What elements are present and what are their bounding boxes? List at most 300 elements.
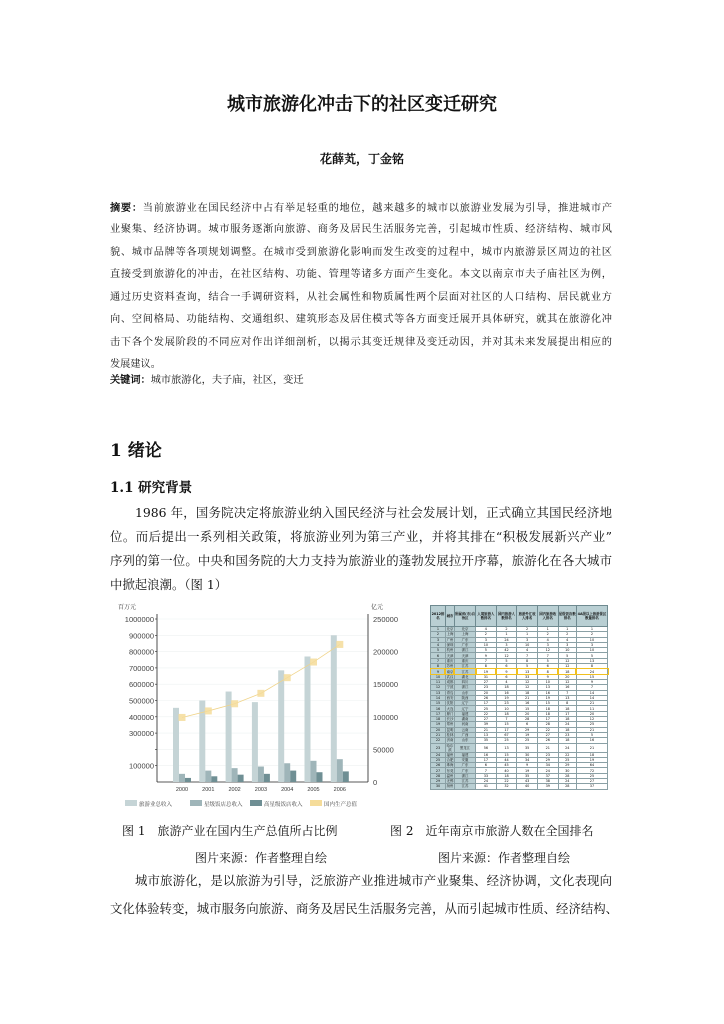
right-tick-label: 50000 [373, 745, 394, 755]
gdp-point [284, 674, 291, 681]
table-cell: 20 [576, 711, 607, 716]
abstract-label: 摘要： [110, 202, 143, 214]
table-header-cell: 2012排名 [431, 606, 446, 627]
table-cell: 5 [476, 648, 497, 653]
table-cell: 26 [537, 738, 558, 743]
table-cell: 4 [431, 642, 446, 647]
table-cell: 24 [576, 669, 607, 674]
table-cell: 9 [496, 669, 517, 674]
bar-星级饭店总收入 [232, 768, 238, 782]
table-cell: 14 [576, 695, 607, 700]
table-cell: 3 [558, 642, 576, 647]
table-cell: 21 [476, 727, 497, 732]
table-cell: 45 [496, 763, 517, 768]
left-tick-label: 600000 [128, 680, 154, 690]
table-cell: 陕西 [454, 695, 475, 700]
figure2-ranking-table [430, 605, 608, 790]
table-cell: 18 [496, 773, 517, 778]
right-tick-label: 100000 [373, 712, 399, 722]
table-cell: 辽宁 [454, 706, 475, 711]
table-cell: 40 [517, 784, 538, 789]
table-cell: 济南 [446, 738, 454, 743]
table-cell: 3 [537, 642, 558, 647]
table-cell: 13 [517, 669, 538, 674]
table-cell: 40 [496, 768, 517, 773]
table-cell: 3 [476, 637, 497, 642]
table-cell: 38 [537, 779, 558, 784]
right-tick-label: 250000 [373, 615, 399, 624]
table-cell: 12 [558, 658, 576, 663]
table-cell: 5 [517, 664, 538, 669]
legend-label: 国内生产总值 [324, 802, 358, 808]
table-cell: 12 [517, 685, 538, 690]
table-cell: 19 [476, 669, 497, 674]
table-cell: 12 [558, 664, 576, 669]
table-cell: 江苏 [454, 664, 475, 669]
table-header-cell: 国内旅游人数排名 [496, 606, 517, 627]
x-tick-label: 2001 [202, 787, 215, 793]
table-cell: 42 [496, 648, 517, 653]
table-cell: 37 [576, 784, 607, 789]
table-cell: 23 [431, 743, 446, 752]
table-cell: 24 [496, 637, 517, 642]
table-cell: 16 [537, 690, 558, 695]
table-cell: 苏州 [446, 664, 454, 669]
table-cell: 18 [496, 685, 517, 690]
figure2-source: 图片来源：作者整理自绘 [438, 851, 571, 865]
table-cell: 39 [476, 722, 497, 727]
table-cell: 2 [476, 632, 497, 637]
table-cell: 8 [576, 664, 607, 669]
abstract-line: 通过历史资料查询，结合一手调研资料，从社会属性和物质属性两个层面对社区的人口结构、居民就业方 [110, 292, 612, 303]
table-cell: 福建 [454, 711, 475, 716]
table-cell: 8 [558, 701, 576, 706]
legend-label: 星级饭店总收入 [204, 802, 243, 808]
table-cell: 18 [537, 706, 558, 711]
table-cell: 广东 [454, 637, 475, 642]
table-cell: 27 [537, 732, 558, 737]
x-tick-label: 2005 [307, 787, 320, 793]
table-cell: 福州 [446, 752, 454, 757]
table-cell: 15 [496, 752, 517, 757]
table-cell: 郑州 [446, 722, 454, 727]
table-cell: 13 [431, 690, 446, 695]
table-cell: 珠海 [446, 763, 454, 768]
table-cell: 41 [476, 784, 497, 789]
keywords-label: 关键词： [110, 374, 151, 386]
table-header-cell: 4A级以上旅游景区数量排名 [576, 606, 607, 627]
table-cell: 19 [576, 757, 607, 762]
table-cell: 26 [431, 763, 446, 768]
bar-星级饭店总收入 [179, 774, 185, 782]
table-cell: 15 [517, 706, 538, 711]
table-cell: 5 [537, 658, 558, 663]
table-cell: 21 [517, 695, 538, 700]
table-cell: 杭州 [446, 648, 454, 653]
body-line: 城市旅游化，是以旅游为引导，泛旅游产业推进城市产业聚集、经济协调，文化表现向 [135, 873, 612, 888]
table-cell: 5 [576, 653, 607, 658]
table-cell: 22 [537, 727, 558, 732]
table-cell: 27 [476, 679, 497, 684]
body-line: 位。而后提出一系列相关政策，将旅游业列为第三产业，并将其排在“积极发展新兴产业” [110, 529, 612, 544]
table-cell: 17 [558, 711, 576, 716]
table-header-cell: 星级饭店数排名 [558, 606, 576, 627]
table-cell: 18 [517, 690, 538, 695]
table-cell: 17 [496, 727, 517, 732]
table-cell: 4 [496, 679, 517, 684]
bar-星级饭店总收入 [258, 767, 264, 782]
table-cell: 21 [576, 743, 607, 752]
legend-swatch [125, 800, 137, 806]
table-header-cell: 入境旅游人数排名 [476, 606, 497, 627]
table-cell: 广东 [454, 642, 475, 647]
table-cell: 29 [558, 763, 576, 768]
table-cell: 12 [576, 717, 607, 722]
table-cell: 15 [537, 701, 558, 706]
table-cell: 19 [517, 768, 538, 773]
table-cell: 21 [576, 727, 607, 732]
table-cell: 26 [476, 695, 497, 700]
abstract-line: 向、空间格局、功能结构、交通组织、建筑形态及居住模式等各方面变迁展开具体研究，就其在旅游化冲 [110, 314, 612, 325]
table-cell: 10 [576, 637, 607, 642]
table-cell: 17 [476, 757, 497, 762]
left-tick-label: 800000 [128, 647, 154, 657]
table-cell: 11 [576, 706, 607, 711]
table-cell: 4 [537, 637, 558, 642]
body-line: 1986 年，国务院决定将旅游业纳入国民经济与社会发展计划，正式确立其国民经济地 [135, 505, 612, 520]
body-line: 文化体验转变，城市服务向旅游、商务及居民生活服务完善，从而引起城市性质、经济结构、 [110, 901, 619, 916]
table-cell: 18 [558, 738, 576, 743]
abstract-line: 直接受到旅游化的冲击，在社区结构、功能、管理等诸多方面产生变化。本文以南京市夫子庙社区为例， [110, 269, 612, 280]
table-cell: 16 [496, 690, 517, 695]
table-cell: 19 [496, 695, 517, 700]
table-cell: 12 [496, 653, 517, 658]
table-cell: 6 [537, 664, 558, 669]
figure1-chart [110, 595, 410, 820]
table-cell: 广西 [454, 732, 475, 737]
table-cell: 56 [476, 743, 497, 752]
table-cell: 22 [496, 779, 517, 784]
table-cell: 24 [431, 752, 446, 757]
table-cell: 20 [476, 690, 497, 695]
left-tick-label: 100000 [128, 761, 154, 771]
table-cell: 6 [496, 664, 517, 669]
table-cell: 15 [431, 701, 446, 706]
table-cell: 5 [496, 658, 517, 663]
table-cell: 浙江 [454, 773, 475, 778]
table-cell: 天津 [446, 653, 454, 658]
table-cell: 成都 [446, 680, 454, 685]
table-cell: 28 [537, 722, 558, 727]
table-cell: 10 [431, 674, 446, 679]
table-cell: 25 [476, 706, 497, 711]
table-cell: 10 [576, 648, 607, 653]
table-cell: 25 [496, 738, 517, 743]
table-cell: 30 [517, 752, 538, 757]
abstract-line: 业聚集、经济协调。城市服务逐渐向旅游、商务及居民生活服务完善，引起城市性质、经济结构、城市风 [110, 224, 612, 235]
table-cell: 3 [496, 642, 517, 647]
gdp-point [179, 714, 186, 721]
table-cell: 22 [431, 738, 446, 743]
table-cell: 3 [431, 637, 446, 642]
legend-label: 旅游业总收入 [139, 802, 173, 808]
table-cell: 43 [517, 779, 538, 784]
bar-旅游业总收入 [173, 708, 179, 782]
table-cell: 8 [476, 664, 497, 669]
table-cell: 20 [517, 711, 538, 716]
bar-高星级饭店收入 [317, 772, 323, 782]
table-cell: 青岛 [446, 690, 454, 695]
bar-旅游业总收入 [331, 635, 337, 782]
table-cell: 福建 [454, 752, 475, 757]
table-cell: 18 [431, 717, 446, 722]
gdp-line [182, 644, 340, 717]
gdp-point [336, 641, 343, 648]
table-cell: 厦门 [446, 711, 454, 716]
table-cell: 16 [558, 685, 576, 690]
table-cell: 17 [431, 711, 446, 716]
bar-星级饭店总收入 [284, 763, 290, 782]
table-cell: 12 [537, 648, 558, 653]
table-cell: 2 [558, 632, 576, 637]
table-cell: 1 [496, 632, 517, 637]
table-row [431, 784, 608, 789]
bar-星级饭店总收入 [205, 771, 211, 782]
table-cell: 重庆 [446, 658, 454, 663]
table-cell: 10 [496, 706, 517, 711]
table-cell: 18 [558, 717, 576, 722]
right-axis-unit: 亿元 [371, 605, 384, 611]
table-cell: 34 [537, 763, 558, 768]
figure2-caption: 图 2 近年南京市旅游人数在全国排名 [390, 824, 594, 838]
table-cell: 江苏 [454, 779, 475, 784]
table-cell: 28 [431, 773, 446, 778]
left-axis-unit: 百万元 [118, 605, 137, 611]
table-cell: 1 [558, 627, 576, 632]
table-cell: 15 [496, 722, 517, 727]
table-cell: 7 [517, 653, 538, 658]
table-cell: 桂林 [446, 733, 454, 738]
table-cell: 四川 [454, 679, 475, 684]
table-cell: 安徽 [454, 757, 475, 762]
legend-swatch [310, 800, 322, 806]
table-cell: 昆明 [446, 727, 454, 732]
table-cell: 34 [517, 757, 538, 762]
table-cell: 2 [576, 632, 607, 637]
table-cell: 39 [537, 784, 558, 789]
table-cell: 25 [558, 757, 576, 762]
table-cell: 山东 [454, 738, 475, 743]
bar-高星级饭店收入 [238, 775, 244, 782]
table-cell: 北京 [454, 627, 475, 632]
table-cell: 宁波 [446, 685, 454, 690]
table-cell: 5 [558, 653, 576, 658]
table-cell: 67 [496, 732, 517, 737]
table-cell: 22 [476, 711, 497, 716]
left-tick-label: 1000000 [124, 615, 154, 624]
bar-旅游业总收入 [252, 702, 258, 782]
table-cell: 21 [576, 701, 607, 706]
table-cell: 10 [476, 642, 497, 647]
table-cell: 32 [496, 784, 517, 789]
legend-swatch [190, 800, 202, 806]
table-cell: 江苏 [454, 784, 475, 789]
left-tick-label: 300000 [128, 729, 154, 739]
table-cell: 7 [537, 653, 558, 658]
table-cell: 9 [476, 653, 497, 658]
table-cell: 7 [576, 685, 607, 690]
left-tick-label: 400000 [128, 712, 154, 722]
legend-label: 高星级饭店收入 [264, 802, 303, 808]
table-cell: 沈阳 [446, 701, 454, 706]
table-cell: 2 [496, 627, 517, 632]
table-cell: 上海 [446, 632, 454, 637]
table-cell: 7 [476, 658, 497, 663]
table-cell: 2 [431, 632, 446, 637]
table-cell: 7 [476, 768, 497, 773]
table-cell: 35 [476, 738, 497, 743]
table-cell: 黑龙江 [454, 743, 475, 752]
abstract-line: 发展建议。 [110, 359, 161, 370]
table-cell: 1 [576, 627, 607, 632]
table-cell: 浙江 [454, 685, 475, 690]
bar-高星级饭店收入 [211, 776, 217, 782]
right-tick-label: 0 [373, 778, 378, 787]
table-cell: 18 [558, 706, 576, 711]
table-cell: 13 [476, 732, 497, 737]
table-cell: 西安 [446, 696, 454, 700]
table-cell: 72 [576, 768, 607, 773]
table-cell: 上海 [454, 632, 475, 637]
table-cell: 24 [558, 779, 576, 784]
table-cell: 10 [517, 642, 538, 647]
table-cell: 25 [517, 738, 538, 743]
bar-星级饭店总收入 [311, 761, 317, 782]
table-cell: 13 [496, 743, 517, 752]
x-tick-label: 2000 [175, 787, 189, 793]
table-cell: 15 [576, 674, 607, 679]
table-cell: 17 [537, 717, 558, 722]
table-cell: 温州 [446, 773, 454, 778]
table-cell: 18 [537, 711, 558, 716]
table-cell: 北京 [446, 627, 454, 632]
table-cell: 17 [476, 701, 497, 706]
paper-title: 城市旅游化冲击下的社区变迁研究 [227, 94, 497, 115]
bar-高星级饭店收入 [264, 774, 270, 782]
table-cell: 5 [431, 648, 446, 653]
table-header-cell: 国内旅游收入排名 [537, 606, 558, 627]
bar-旅游业总收入 [278, 670, 284, 782]
table-header-row [431, 606, 608, 627]
abstract-line: 貌、城市品牌等各项规划调整。在城市受到旅游化影响而发生改变的过程中，城市内旅游景区周边的社区 [110, 247, 612, 258]
table-cell: 1 [517, 632, 538, 637]
table-cell: 28 [558, 773, 576, 778]
table-cell: 7 [496, 717, 517, 722]
bar-星级饭店总收入 [337, 759, 343, 782]
table-cell: 9 [517, 763, 538, 768]
table-cell: 广东 [454, 768, 475, 773]
table-cell: 9 [576, 679, 607, 684]
legend-swatch [250, 800, 262, 806]
table-cell: 4 [517, 648, 538, 653]
x-tick-label: 2004 [281, 787, 294, 793]
table-cell: 35 [517, 743, 538, 752]
table-cell: 16 [476, 752, 497, 757]
table-cell: 29 [537, 757, 558, 762]
table-cell: 23 [496, 701, 517, 706]
table-cell: 33 [517, 674, 538, 679]
table-cell: 江苏 [454, 669, 475, 674]
bar-高星级饭店收入 [343, 771, 349, 782]
table-cell: 辽宁 [454, 701, 475, 706]
table-cell: 扬州 [446, 784, 454, 789]
table-cell: 6 [517, 722, 538, 727]
table-cell: 10 [537, 679, 558, 684]
subsection-heading: 1.1 研究背景 [110, 480, 193, 496]
table-cell: 35 [517, 773, 538, 778]
table-cell: 大连 [446, 706, 454, 711]
table-cell: 12 [517, 679, 538, 684]
table-cell: 30 [558, 768, 576, 773]
authors: 花薛芄，丁金铭 [319, 152, 404, 166]
table-cell: 9 [537, 674, 558, 679]
x-tick-label: 2006 [333, 787, 346, 793]
gdp-point [205, 707, 212, 714]
table-cell: 长沙 [446, 717, 454, 722]
body-line: 序列的第一位。中央和国务院的大力支持为旅游业的蓬勃发展拉开序幕，旅游化在各大城市 [110, 553, 612, 568]
bar-高星级饭店收入 [290, 771, 296, 782]
table-cell: 云南 [454, 727, 475, 732]
table-cell: 16 [517, 701, 538, 706]
table-cell: 33 [476, 773, 497, 778]
gdp-point [231, 700, 238, 707]
table-cell: 2 [517, 627, 538, 632]
figure1-source: 图片来源：作者整理自绘 [195, 851, 328, 865]
table-cell: 27 [431, 768, 446, 773]
table-cell: 27 [476, 717, 497, 722]
abstract-line: 摘要：当前旅游业在国民经济中占有举足轻重的地位，越来越多的城市以旅游业发展为引导，推进城市产 [110, 202, 613, 214]
table-cell: 8 [517, 658, 538, 663]
bar-旅游业总收入 [305, 656, 311, 782]
table-header-cell: 城市 [445, 606, 454, 627]
abstract-line: 击下各个发展阶段的不同应对作出详细剖析，以揭示其变迁规律及变迁动因，并对其未来发展提出相应的 [110, 337, 612, 348]
table-cell: 27 [576, 779, 607, 784]
table-cell: 28 [558, 784, 576, 789]
table-cell: 25 [576, 773, 607, 778]
table-cell: 16 [431, 706, 446, 711]
table-cell: 23 [476, 685, 497, 690]
table-cell: 8 [431, 664, 446, 669]
table-header-cell: 旅游外汇收入排名 [517, 606, 538, 627]
left-tick-label: 500000 [128, 696, 154, 706]
table-cell: 24 [476, 779, 497, 784]
table-cell: 4 [476, 627, 497, 632]
table-cell: 14 [431, 695, 446, 700]
table-cell: 29 [517, 727, 538, 732]
table-cell: 24 [537, 768, 558, 773]
right-tick-label: 150000 [373, 680, 399, 690]
table-cell: 21 [431, 732, 446, 737]
table-cell: 天津 [454, 653, 475, 658]
table-cell: 25 [431, 757, 446, 762]
table-cell: 武汉 [446, 674, 454, 679]
table-cell: 18 [496, 711, 517, 716]
table-cell: 11 [431, 679, 446, 684]
table-cell: 18 [558, 669, 576, 674]
table-cell: 深圳 [446, 643, 454, 648]
table-cell: 12 [558, 679, 576, 684]
table-cell: 1 [431, 627, 446, 632]
